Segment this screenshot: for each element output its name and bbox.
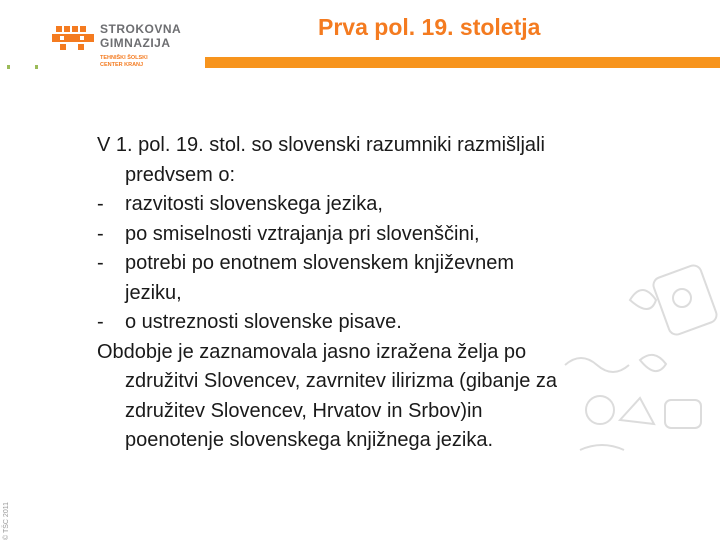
bullet-marker: - <box>97 193 104 215</box>
intro-line-2: predvsem o: <box>125 163 236 186</box>
bullet-text: po smiselnosti vztrajanja pri slovenščini, <box>125 222 480 245</box>
bullet-marker: - <box>97 252 104 274</box>
title-bar <box>205 57 720 68</box>
outro-line-1: Obdobje je zaznamovala jasno izražena želja po <box>97 340 527 363</box>
logo-sub-line-1: TEHNIŠKI ŠOLSKI <box>100 55 148 61</box>
bullet-marker: - <box>97 311 104 333</box>
copyright-mark: © TŠC 2011 <box>3 502 10 540</box>
logo-line-2: GIMNAZIJA <box>100 36 171 50</box>
logo-subtitle <box>100 55 148 69</box>
decor-dot <box>35 65 38 69</box>
bullet-continuation: jeziku, <box>125 281 182 304</box>
logo-sub-line-2: CENTER KRANJ <box>100 62 144 68</box>
school-logo <box>52 20 202 75</box>
bullet-text: o ustreznosti slovenske pisave. <box>125 311 402 333</box>
decor-dot <box>7 65 10 69</box>
outro-line-2: združitvi Slovencev, zavrnitev ilirizma (gibanje za <box>125 370 558 392</box>
decorative-doodles-icon <box>560 240 720 470</box>
bullet-item <box>97 190 687 220</box>
bullet-text: razvitosti slovenskega jezika, <box>125 193 383 215</box>
intro-line-1: V 1. pol. 19. stol. so slovenski razumniki razmišljali <box>97 134 545 156</box>
logo-line-1: STROKOVNA <box>100 22 182 36</box>
outro-line-3: združitev Slovencev, Hrvatov in Srbov)in <box>125 399 483 422</box>
slide-title: Prva pol. 19. stoletja <box>318 14 541 40</box>
outro-line-4: poenotenje slovenskega knjižnega jezika. <box>125 429 494 451</box>
bullet-text: potrebi po enotnem slovenskem književnem <box>125 252 515 274</box>
logo-name <box>100 22 181 50</box>
bullet-marker: - <box>97 222 104 245</box>
logo-mark-icon <box>52 24 96 54</box>
